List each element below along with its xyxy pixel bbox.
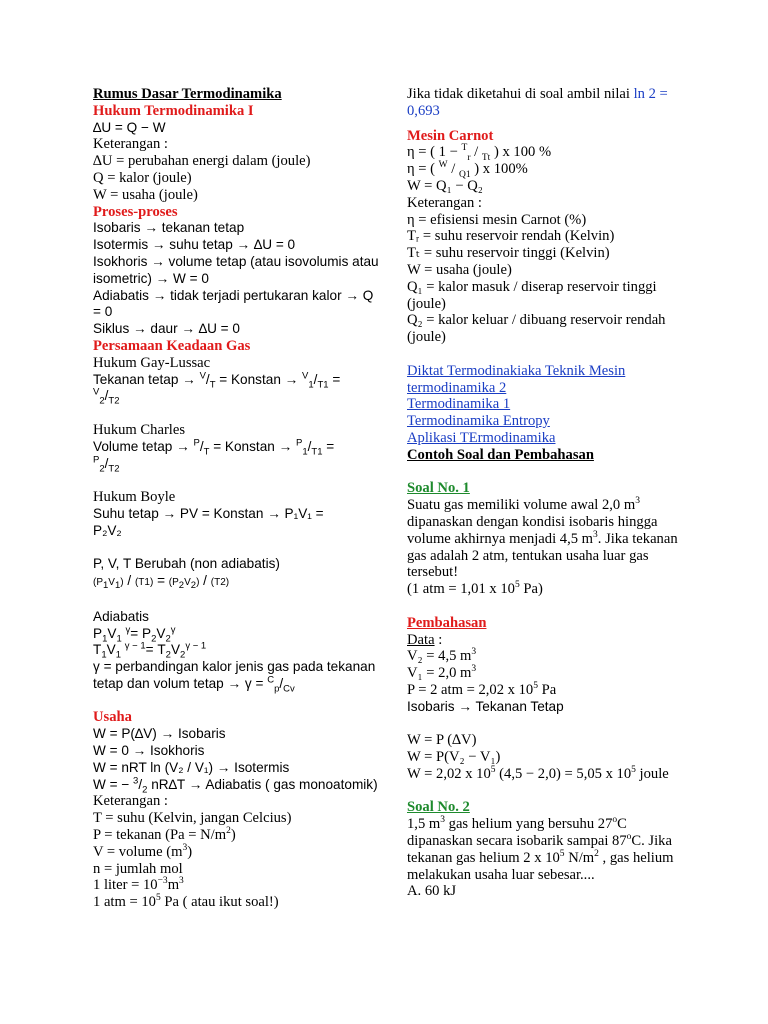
charles-formula: Volume tetap → $^P/_T$ = Konstan → $^P_1/_{T1}$ = <box>93 437 335 458</box>
definition-w-carnot: W = usaha (joule) <box>407 261 512 278</box>
pembahasan-title: Pembahasan <box>407 614 487 631</box>
definition-n: n = jumlah mol <box>93 860 183 877</box>
link-termodinamika-2[interactable]: termodinamika 2 <box>407 379 507 396</box>
carnot-efficiency-2: η = ( $^W$ / $_{Q1}$ ) x 100% <box>407 160 528 181</box>
work-step-3: W = 2,02 x $10^5$ (4,5 − 2,0) = 5,05 x $10^5$ joule <box>407 765 669 782</box>
definition-tr: Tᵣ = suhu reservoir rendah (Kelvin) <box>407 228 615 245</box>
left-column <box>93 86 383 911</box>
gay-lussac-formula-cont: $^V_2/_{T2}$ <box>93 386 120 408</box>
charles-formula-cont: $^P_2/_{T2}$ <box>93 454 120 475</box>
ln2-note: Jika tidak diketahui di soal ambil nilai ln 2 = 0,693 <box>407 86 668 119</box>
link-aplikasi-termodinamika[interactable]: Aplikasi TErmodinamika <box>407 429 556 446</box>
definition-tt: Tₜ = suhu reservoir tinggi (Kelvin) <box>407 245 610 262</box>
link-termodinamika-entropy[interactable]: Termodinamika Entropy <box>407 413 550 430</box>
formula-first-law: ∆U = Q − W <box>93 119 166 135</box>
boyle-formula: Suhu tetap → PV = Konstan → P₁V₁ = <box>93 505 324 521</box>
soal-2-option-a: A. 60 kJ <box>407 883 457 900</box>
soal-1-text: Suatu gas memiliki volume awal 2,0 $m^3$ dipanaskan dengan kondisi isobaris hingga volume akhirnya menjadi 4,5 $m^3$. Jika tekanan gas adalah 2 atm, tentukan usaha luar gas tersebut! <box>407 496 678 581</box>
definition-v: V = volume $(m^3)$ <box>93 843 193 860</box>
definition-q: Q = kalor (joule) <box>93 169 192 186</box>
definition-w: W = usaha (joule) <box>93 186 198 203</box>
atm-conversion: 1 atm = $10^5$ Pa ( atau ikut soal!) <box>93 893 279 911</box>
proses-adiabatis: Adiabatis → tidak terjadi pertukaran kalor → Q = 0 <box>93 287 374 320</box>
boyle-title: Hukum Boyle <box>93 489 176 506</box>
soal-2-text: 1,5 $m^3$ gas helium yang bersuhu 27$^o$C dipanaskan secara isobarik sampai 87$^o$C. Jika tekanan gas helium 2 x $10^5$ $N/m^2$ , gas helium melakukan usaha luar sebesar.... <box>407 815 674 883</box>
definition-eta: η = efisiensi mesin Carnot (%) <box>407 211 587 228</box>
right-column <box>407 86 687 900</box>
soal-1-atm: (1 atm = 1,01 x $10^5$ Pa) <box>407 580 543 598</box>
soal-1-title: Soal No. 1 <box>407 480 470 497</box>
data-p: P = 2 atm = 2,02 x $10^5$ Pa <box>407 681 557 698</box>
heading-usaha: Usaha <box>93 709 132 726</box>
adiabatis-formula-1: $P_1V_1$ $^\gamma= P_2V_2^\gamma$ <box>93 623 176 645</box>
definition-du: ∆U = perubahan energi dalam (joule) <box>93 153 311 170</box>
adiabatis-formula-2: $T_1V_1$ $^{\gamma - 1}= T_2V_2^{\gamma - 1}$ <box>93 640 207 662</box>
heading-persamaan-keadaan-gas: Persamaan Keadaan Gas <box>93 337 251 354</box>
definition-t: T = suhu (Kelvin, jangan Celcius) <box>93 810 292 827</box>
boyle-formula-cont: P₂V₂ <box>93 522 122 538</box>
adiabatis-gamma-def: γ = perbandingan kalor jenis gas pada tekanan tetap dan volum tetap → $\gamma = ^C_p/_{Cv}$ <box>93 659 376 695</box>
definition-q1: Q₁ = kalor masuk / diserap reservoir tinggi (joule) <box>407 278 657 312</box>
link-diktat[interactable]: Diktat Termodinakiaka Teknik Mesin <box>407 362 626 379</box>
definition-q2: Q₂ = kalor keluar / dibuang reservoir rendah (joule) <box>407 312 666 346</box>
link-termodinamika-1[interactable]: Termodinamika 1 <box>407 396 511 413</box>
heading-mesin-carnot: Mesin Carnot <box>407 127 494 144</box>
keterangan-label-2: Keterangan : <box>93 793 168 810</box>
carnot-work: W = Q₁ − Q₂ <box>407 177 483 194</box>
proses-siklus: Siklus → daur → ∆U = 0 <box>93 321 240 337</box>
liter-conversion: 1 liter = $10^{-3}m^3$ <box>93 876 184 894</box>
pvt-formula: $(P_1V_1) / (T1) = (P_2V_2) / (T2)$ <box>93 573 230 592</box>
data-v1: V₁ = 2,0 $m^3$ <box>407 664 477 682</box>
page-title: Rumus Dasar Termodinamika <box>93 86 282 102</box>
contoh-soal-title: Contoh Soal dan Pembahasan <box>407 446 594 463</box>
gay-lussac-title: Hukum Gay-Lussac <box>93 354 211 371</box>
work-step-1: W = P (∆V) <box>407 732 477 749</box>
heading-hukum-termodinamika-1: Hukum Termodinamika I <box>93 102 254 119</box>
proses-isokhoris: Isokhoris → volume tetap (atau isovolumis atau isometric) → W = 0 <box>93 253 379 286</box>
heading-proses: Proses-proses <box>93 203 178 220</box>
usaha-isobaris: W = P(∆V) → Isobaris <box>93 726 226 742</box>
proses-isotermis: Isotermis → suhu tetap → ∆U = 0 <box>93 237 296 253</box>
keterangan-carnot: Keterangan : <box>407 194 482 211</box>
soal-2-title: Soal No. 2 <box>407 799 470 816</box>
ln2-value: ln 2 = 0,693 <box>407 86 668 119</box>
carnot-efficiency-1: η = ( 1 − $^T_r$ / $_{Tt}$ ) x 100 % <box>407 143 552 164</box>
keterangan-label: Keterangan : <box>93 136 168 153</box>
adiabatis-title: Adiabatis <box>93 608 149 624</box>
gay-lussac-formula: Tekanan tetap → $^V/_T$ = Konstan → $^V_1/_{T1}$ = <box>93 370 341 391</box>
proses-isobaris: Isobaris → tekanan tetap <box>93 220 245 236</box>
usaha-isotermis: W = nRT ln (V₂ / V₁) → Isotermis <box>93 759 290 775</box>
work-step-2: W = P(V₂ − V₁) <box>407 749 501 766</box>
charles-title: Hukum Charles <box>93 421 186 438</box>
data-v2: V₂ = 4,5 $m^3$ <box>407 647 477 665</box>
definition-p: P = tekanan $(Pa = N/m^2)$ <box>93 826 236 844</box>
pvt-title: P, V, T Berubah (non adiabatis) <box>93 556 280 572</box>
usaha-adiabatis: W = − $^3/_2$ nR∆T → Adiabatis ( gas monoatomik) <box>93 775 378 796</box>
data-isobaris: Isobaris → Tekanan Tetap <box>407 698 564 714</box>
data-label: Data : <box>407 631 443 648</box>
usaha-isokhoris: W = 0 → Isokhoris <box>93 743 205 759</box>
